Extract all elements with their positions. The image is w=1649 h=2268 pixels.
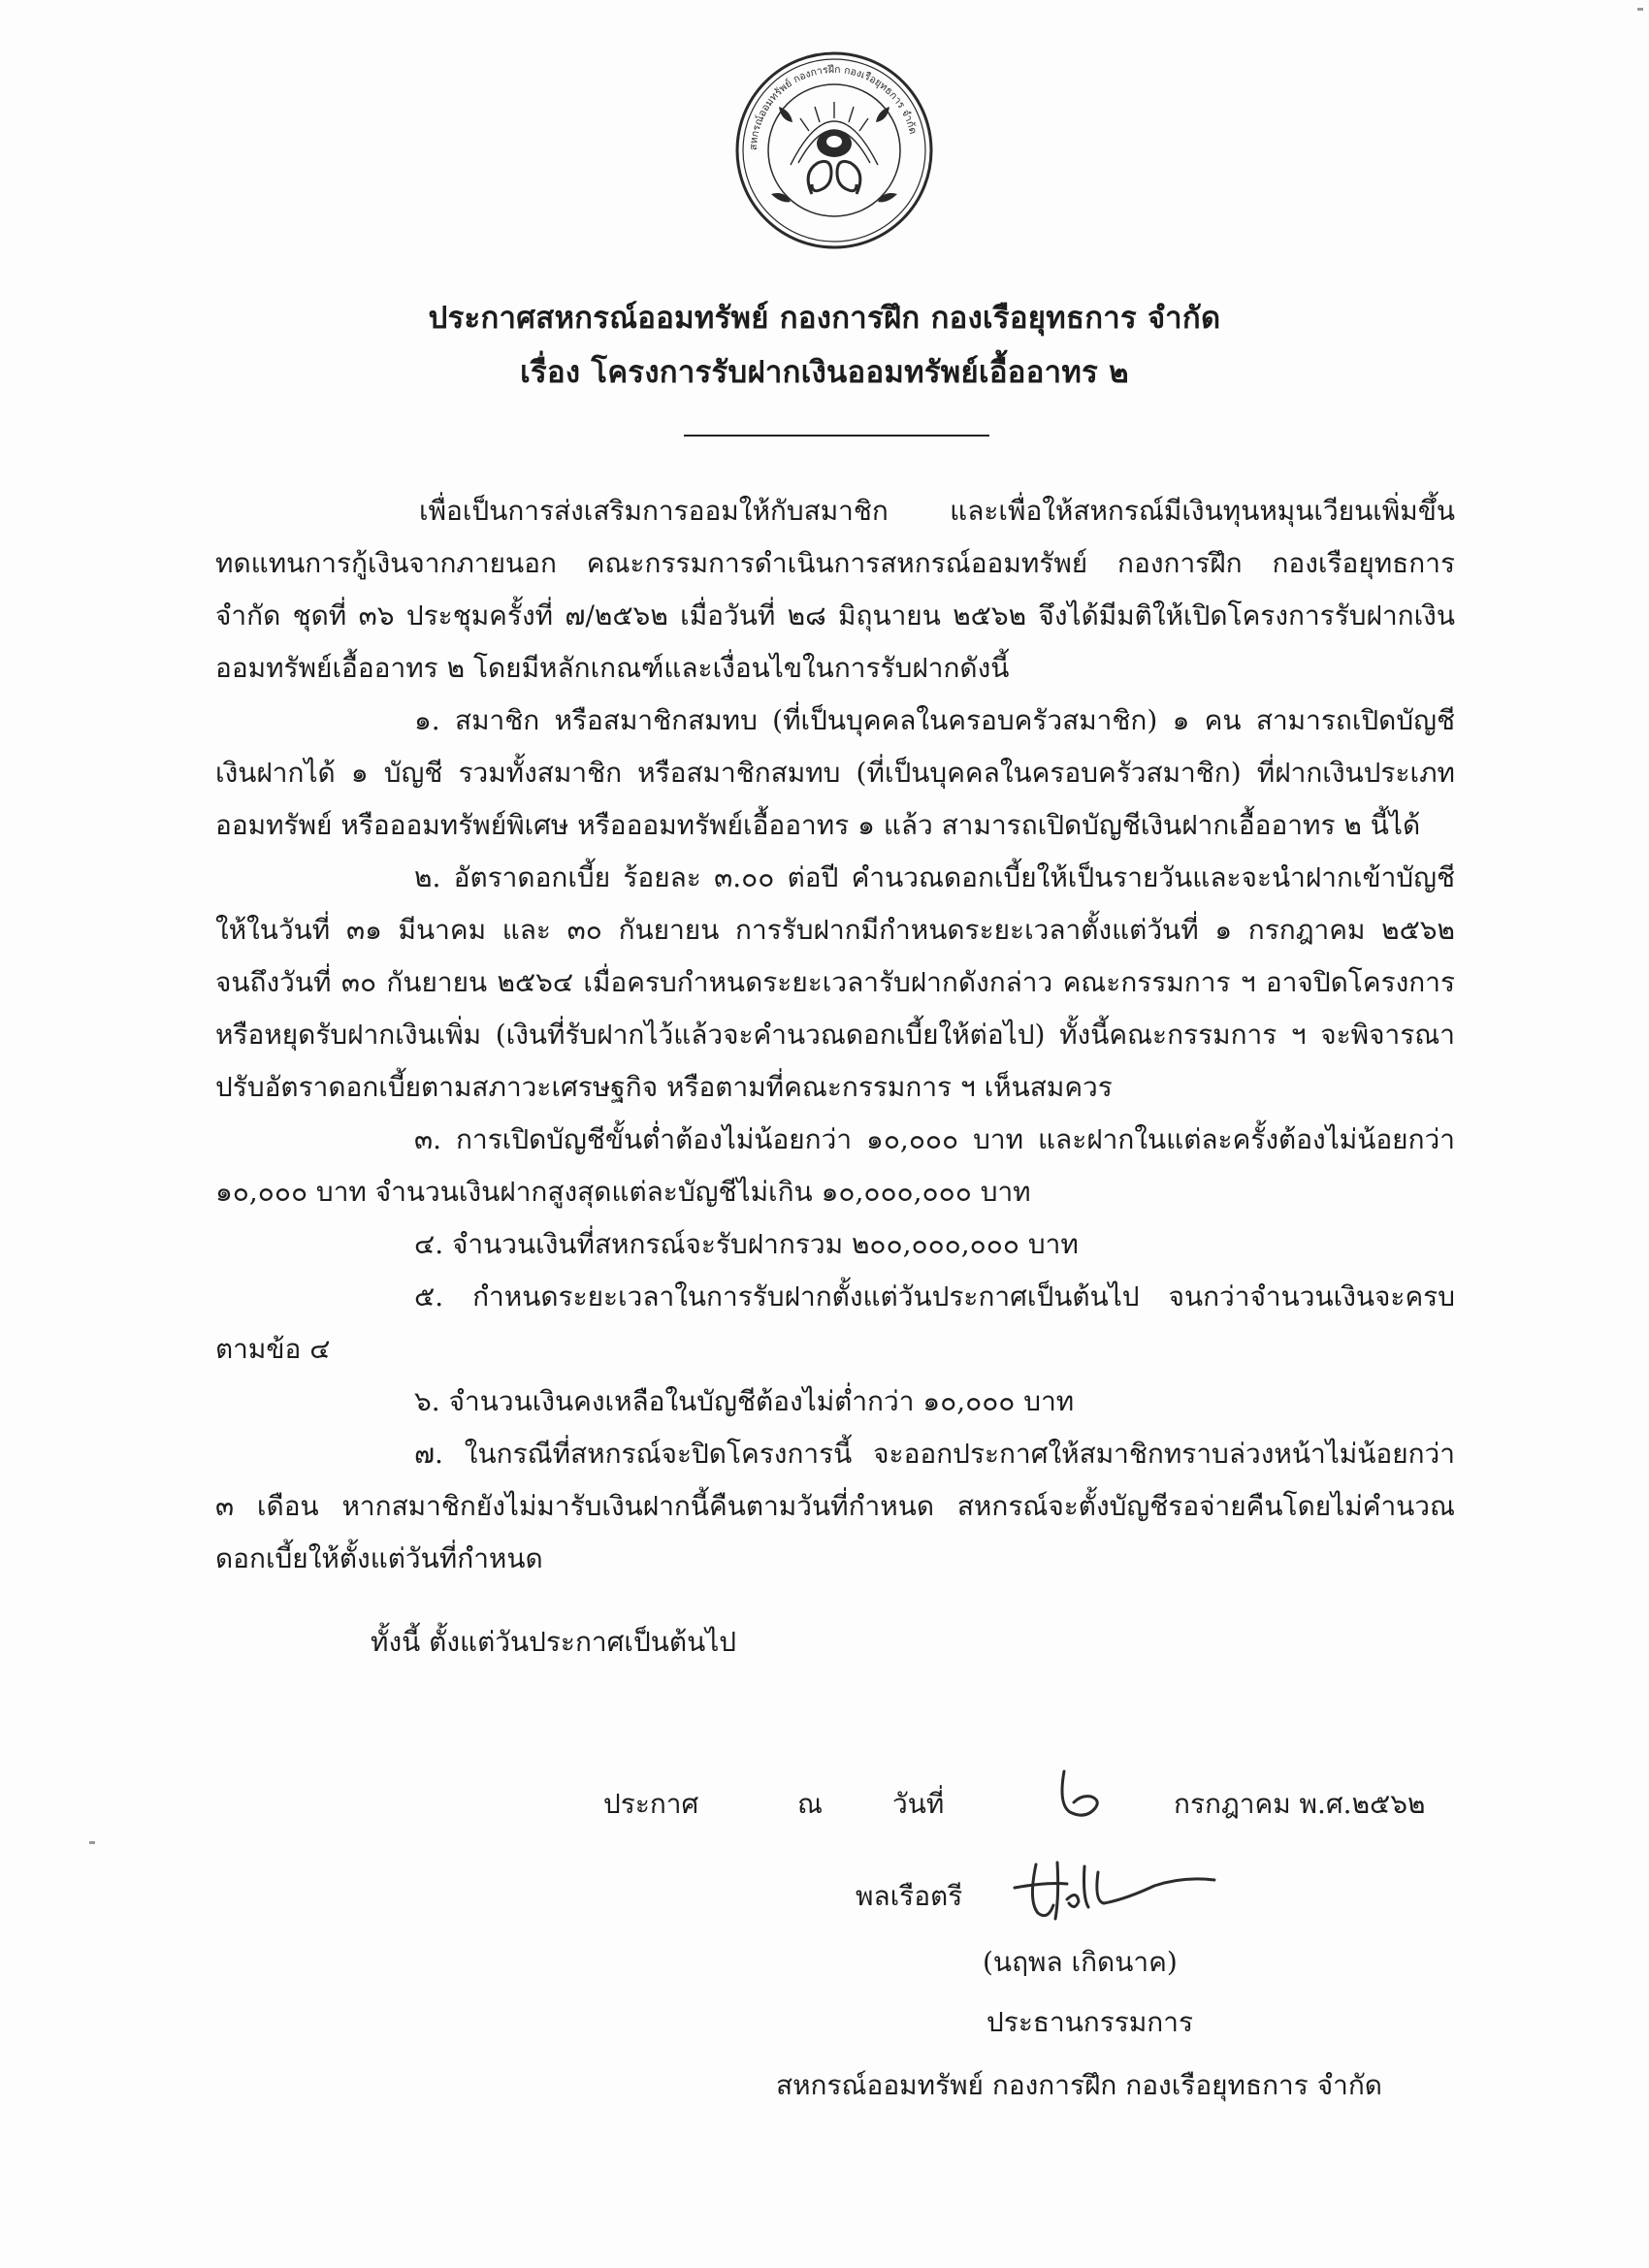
handwritten-day-icon [1052, 1766, 1130, 1824]
title-divider [684, 435, 989, 437]
seal-emblem [732, 49, 936, 252]
condition-item-1: ๑. สมาชิก หรือสมาชิกสมทบ (ที่เป็นบุคคลในครอบครัวสมาชิก) ๑ คน สามารถเปิดบัญชี เงินฝากได้ ๑ บัญชี รวมทั้งสมาชิก หรือสมาชิกสมทบ (ที่เป็นบุคคลในครอบครัวสมาชิก) ที่ฝากเงินประเภท ออมทรัพย์ หรือออมทรัพย์พิเศษ หรือออมทรัพย์เอื้ออาทร ๑ แล้ว สามารถเปิดบัญชีเงินฝากเอื้ออาทร ๒ นี้ได้ [215, 704, 1455, 841]
signatory-rank: พลเรือตรี [856, 1880, 963, 1912]
title-block [0, 291, 1649, 400]
dateline-month-year: กรกฎาคม พ.ศ.๒๕๖๒ [1174, 1788, 1426, 1820]
dateline-announced: ประกาศ [603, 1788, 699, 1820]
condition-item-3: ๓. การเปิดบัญชีขั้นต่ำต้องไม่น้อยกว่า ๑๐,๐๐๐ บาท และฝากในแต่ละครั้งต้องไม่น้อยกว่า ๑๐,๐๐๐ บาท จำนวนเงินฝากสูงสุดแต่ละบัญชีไม่เกิน ๑๐,๐๐๐,๐๐๐ บาท [215, 1123, 1455, 1208]
dateline-at: ณ [797, 1788, 823, 1820]
scan-mark [89, 1841, 95, 1844]
handwritten-day [1052, 1766, 1130, 1824]
condition-item-7: ๗. ในกรณีที่สหกรณ์จะปิดโครงการนี้ จะออกประกาศให้สมาชิกทราบล่วงหน้าไม่น้อยกว่า ๓ เดือน หากสมาชิกยังไม่มารับเงินฝากนี้คืนตามวันที่กำหนด สหกรณ์จะตั้งบัญชีรอจ่ายคืนโดยไม่คำนวณ ดอกเบี้ยให้ตั้งแต่วันที่กำหนด [215, 1438, 1455, 1574]
signature-icon [1009, 1843, 1222, 1950]
scan-mark [1637, 8, 1643, 11]
seal-icon [732, 49, 936, 252]
signatory-organization: สหกรณ์ออมทรัพย์ กองการฝึก กองเรือยุทธการ จำกัด [776, 2069, 1382, 2101]
intro-paragraph: เพื่อเป็นการส่งเสริมการออมให้กับสมาชิก และเพื่อให้สหกรณ์มีเงินทุนหมุนเวียนเพิ่มขึ้น ทดแทนการกู้เงินจากภายนอก คณะกรรมการดำเนินการสหกรณ์ออมทรัพย์ กองการฝึก กองเรือยุทธการ จำกัด ชุดที่ ๓๖ ประชุมครั้งที่ ๗/๒๕๖๒ เมื่อวันที่ ๒๘ มิถุนายน ๒๕๖๒ จึงได้มีมติให้เปิดโครงการรับฝากเงิน ออมทรัพย์เอื้ออาทร ๒ โดยมีหลักเกณฑ์และเงื่อนไขในการรับฝากดังนี้ [215, 495, 1455, 684]
closing-statement: ทั้งนี้ ตั้งแต่วันประกาศเป็นต้นไป [371, 1626, 737, 1658]
document-title: ประกาศสหกรณ์ออมทรัพย์ กองการฝึก กองเรือยุทธการ จำกัด [428, 301, 1221, 336]
condition-item-4: ๔. จำนวนเงินที่สหกรณ์จะรับฝากรวม ๒๐๐,๐๐๐,๐๐๐ บาท [414, 1228, 1079, 1260]
condition-item-5: ๕. กำหนดระยะเวลาในการรับฝากตั้งแต่วันประกาศเป็นต้นไป จนกว่าจำนวนเงินจะครบ ตามข้อ ๔ [215, 1280, 1455, 1365]
signatory-position: ประธานกรรมการ [986, 2006, 1194, 2038]
document-subject: เรื่อง โครงการรับฝากเงินออมทรัพย์เอื้ออาทร ๒ [520, 355, 1129, 390]
document-body [215, 485, 1455, 1669]
condition-item-2: ๒. อัตราดอกเบี้ย ร้อยละ ๓.๐๐ ต่อปี คำนวณดอกเบี้ยให้เป็นรายวันและจะนำฝากเข้าบัญชี ให้ในวันที่ ๓๑ มีนาคม และ ๓๐ กันยายน การรับฝากมีกำหนดระยะเวลาตั้งแต่วันที่ ๑ กรกฎาคม ๒๕๖๒ จนถึงวันที่ ๓๐ กันยายน ๒๕๖๔ เมื่อครบกำหนดระยะเวลารับฝากดังกล่าว คณะกรรมการ ฯ อาจปิดโครงการ หรือหยุดรับฝากเงินเพิ่ม (เงินที่รับฝากไว้แล้วจะคำนวณดอกเบี้ยให้ต่อไป) ทั้งนี้คณะกรรมการ ฯ จะพิจารณา ปรับอัตราดอกเบี้ยตามสภาวะเศรษฐกิจ หรือตามที่คณะกรรมการ ฯ เห็นสมควร [215, 861, 1455, 1103]
condition-item-6: ๖. จำนวนเงินคงเหลือในบัญชีต้องไม่ต่ำกว่า ๑๐,๐๐๐ บาท [414, 1385, 1075, 1417]
seal-inscription: สหกรณ์ออมทรัพย์ กองการฝึก กองเรือยุทธการ จำกัด [747, 63, 920, 151]
signatory-name: (นฤพล เกิดนาค) [983, 1946, 1178, 1978]
dateline-day-label: วันที่ [892, 1788, 945, 1820]
handwritten-signature [1009, 1843, 1222, 1950]
